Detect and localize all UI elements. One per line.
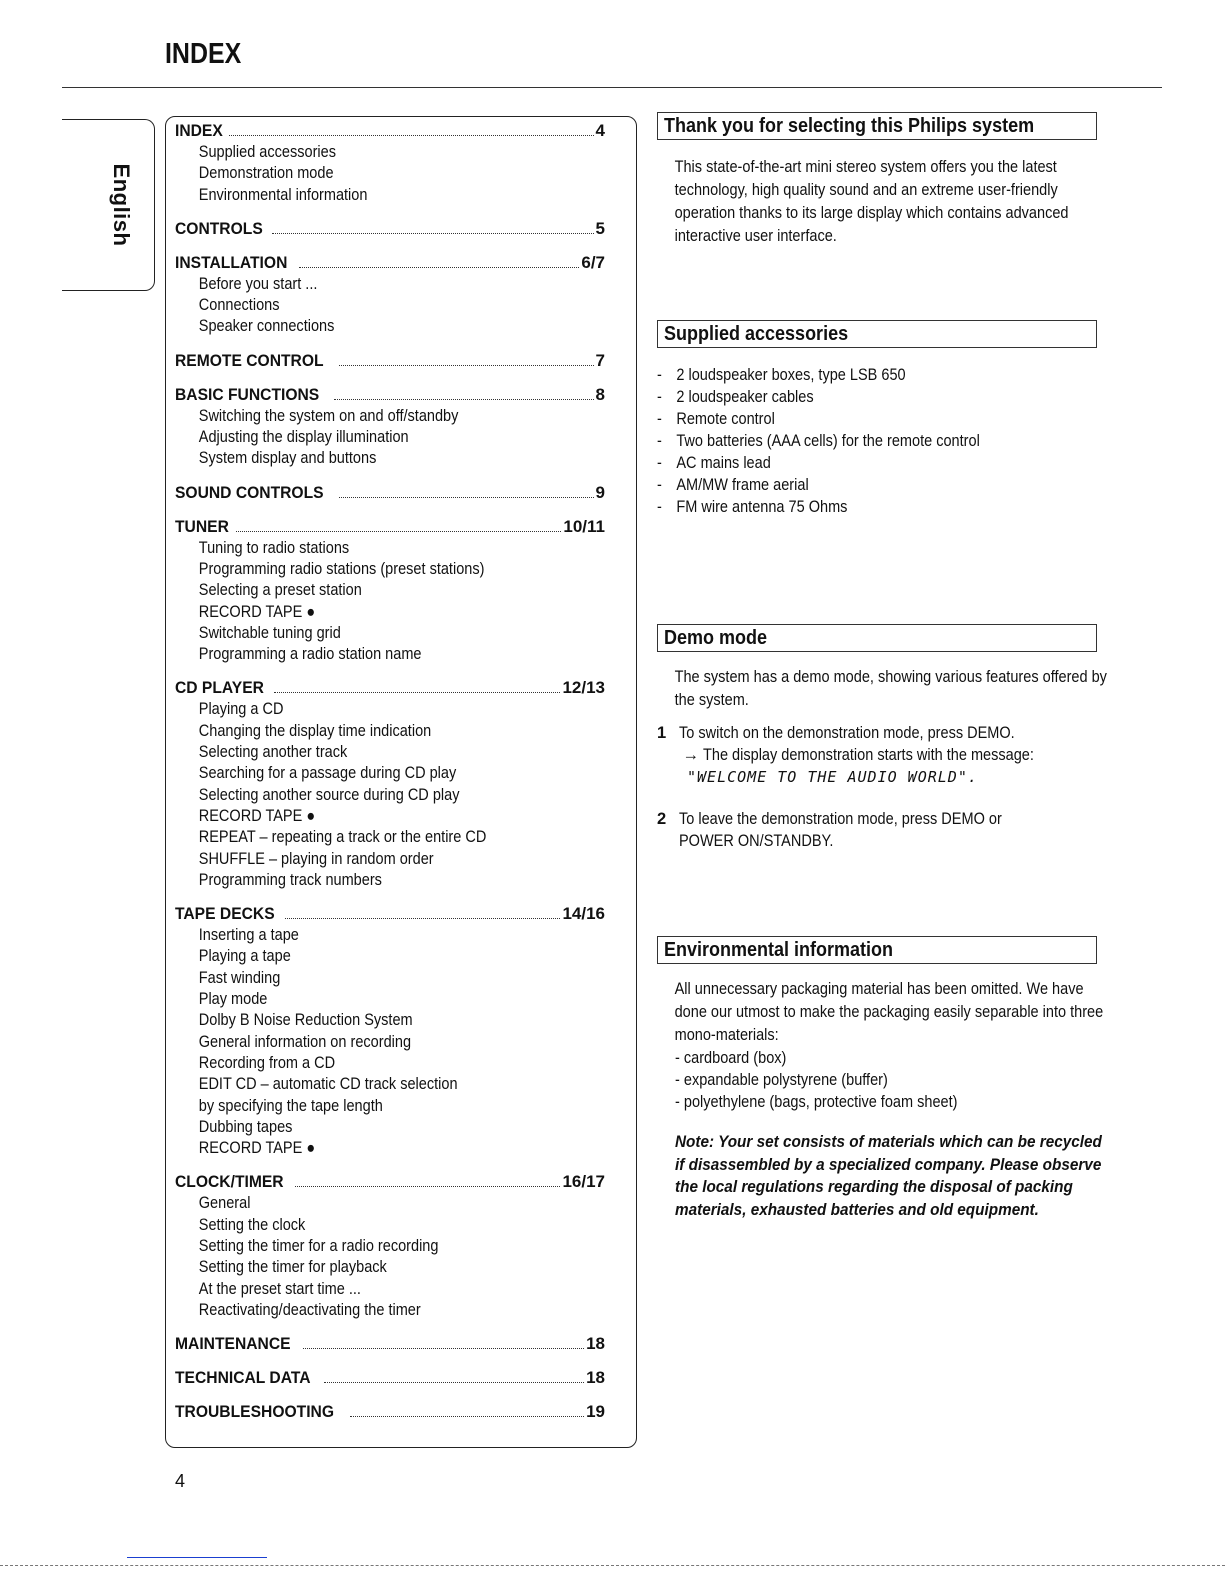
toc-entry-page: 9 [595,482,605,502]
toc-entry[interactable] [175,1401,605,1423]
accessory-item: - 2 loudspeaker cables [657,386,1044,408]
toc-entry-page: 18 [586,1368,605,1388]
toc-subentry: Tuning to radio stations [198,538,350,557]
page-title: INDEX [165,38,242,70]
toc-entry-title: REMOTE CONTROL [175,350,324,370]
table-of-contents [175,120,605,1435]
toc-subentry: Setting the timer for playback [198,1258,387,1277]
toc-subentry: Switching the system on and off/standby [198,406,459,425]
dot-leader [229,135,594,136]
footer-divider [0,1565,1225,1566]
toc-subentry: Reactivating/deactivating the timer [198,1300,421,1319]
language-tab-label: English [109,163,134,247]
toc-section [175,218,605,240]
title-divider [62,87,1162,88]
toc-subentry: General [198,1194,251,1213]
toc-section [175,120,605,206]
recycling-note: Note: Your set consists of materials which can be recycled if disassembled by a specialized company. Please observe the local regulations regarding the disposal of packing materials, exhausted batteries and old equipment. [675,1132,1102,1219]
accessory-item: - Remote control [657,408,1044,430]
dot-leader [295,1186,560,1187]
footer-link-underline[interactable] [127,1557,267,1558]
toc-entry-page: 7 [595,350,605,370]
toc-section [175,1401,605,1423]
toc-subentry: Switchable tuning grid [198,623,341,642]
toc-subentry: Adjusting the display illumination [198,428,409,447]
toc-entry-page: 14/16 [562,904,605,924]
toc-subentry: Playing a tape [198,947,291,966]
toc-subentry: Speaker connections [198,317,335,336]
dot-leader [303,1348,584,1349]
dot-leader [299,267,579,268]
intro-body: This state-of-the-art mini stereo system offers you the latest technology, high quality sound and an extreme user-friendly operation thanks to its large display which contains advanced interactive user interface. [674,158,1069,245]
toc-subentry: RECORD TAPE ● [198,806,316,825]
toc-entry-page: 19 [586,1402,605,1422]
toc-subentry: Searching for a passage during CD play [198,764,457,783]
toc-entry-page: 8 [595,384,605,404]
toc-entry-page: 6/7 [581,252,605,272]
dot-leader [324,1382,584,1383]
accessory-item: - 2 loudspeaker boxes, type LSB 650 [657,364,1044,386]
toc-entry-title: CD PLAYER [175,678,264,698]
toc-entry-page: 16/17 [562,1172,605,1192]
dot-leader [274,692,561,693]
toc-entry-page: 12/13 [562,678,605,698]
accessories-section [657,320,1097,518]
toc-section [175,1171,605,1321]
dot-leader [334,399,594,400]
toc-subentry: by specifying the tape length [198,1096,383,1115]
toc-subentry: Selecting another source during CD play [198,785,460,804]
toc-subentry: Programming radio stations (preset stations) [198,559,485,578]
toc-subentry: Selecting another track [198,743,348,762]
toc-section [175,482,605,504]
toc-subentry: Dubbing tapes [198,1117,293,1136]
toc-subentry: Fast winding [198,968,281,987]
toc-subentry: At the preset start time ... [198,1279,361,1298]
dot-leader [236,531,562,532]
result-text: The display demonstration starts with the message: [703,746,1034,764]
toc-subentry: Recording from a CD [198,1053,336,1072]
toc-subentry: RECORD TAPE ● [198,602,316,621]
toc-subentry: Demonstration mode [198,164,334,183]
toc-entry-title: BASIC FUNCTIONS [175,384,320,404]
toc-subentry: Programming a radio station name [198,645,422,664]
toc-subentry: Selecting a preset station [198,581,362,600]
right-column [657,112,1107,1221]
toc-subentry: Inserting a tape [198,926,299,945]
step-text: To switch on the demonstration mode, press DEMO. [679,724,1015,742]
demo-body: The system has a demo mode, showing various features offered by the system. [674,668,1107,709]
toc-subentry: Environmental information [198,185,368,204]
toc-entry-title: TAPE DECKS [175,904,275,924]
toc-entry[interactable] [175,1333,605,1355]
step-number: 1 [657,724,667,742]
toc-subentry: Playing a CD [198,700,284,719]
materials-list [657,1047,1097,1113]
toc-subentry: Before you start ... [198,274,318,293]
lcd-display-message: "WELCOME TO THE AUDIO WORLD". [687,768,978,786]
toc-entry-page: 18 [586,1334,605,1354]
toc-entry-title: INDEX [175,121,223,140]
environment-heading: Environmental information [657,936,1097,964]
toc-entry-title: TUNER [175,516,229,536]
toc-entry[interactable] [175,1367,605,1389]
environment-body: All unnecessary packaging material has been omitted. We have done our utmost to make the packaging easily separable into three mono-materials: [674,980,1104,1044]
step-number: 2 [657,810,667,828]
dot-leader [285,918,560,919]
environment-section [657,936,1104,1221]
toc-entry-title: INSTALLATION [175,252,288,272]
accessory-item: - Two batteries (AAA cells) for the remote control [657,430,1044,452]
toc-section [175,516,605,666]
dot-leader [350,1416,584,1417]
demo-step-2 [657,808,1097,852]
demo-heading: Demo mode [657,624,1097,652]
toc-section [175,252,605,338]
demo-step-1 [657,722,1097,744]
toc-entry[interactable] [175,252,605,274]
toc-section [175,677,605,891]
toc-subentry: REPEAT – repeating a track or the entire CD [198,828,487,847]
material-item: - expandable polystyrene (buffer) [675,1071,888,1089]
toc-subentry: Changing the display time indication [198,721,432,740]
accessory-item: - AC mains lead [657,452,1044,474]
toc-entry[interactable] [175,218,605,240]
arrow-right-icon: → [682,746,699,764]
toc-entry-title: MAINTENANCE [175,1334,291,1354]
toc-subentry: Play mode [198,990,268,1009]
material-item: - cardboard (box) [675,1049,787,1067]
toc-subentry: Programming track numbers [198,870,382,889]
toc-entry[interactable] [175,677,605,699]
toc-entry[interactable] [175,1171,605,1193]
toc-subentry: EDIT CD – automatic CD track selection [198,1075,458,1094]
page-number: 4 [175,1471,186,1491]
toc-subentry: SHUFFLE – playing in random order [198,849,434,868]
toc-entry-page: 10/11 [563,516,605,536]
toc-entry-title: SOUND CONTROLS [175,482,324,502]
accessories-list [657,364,1097,518]
toc-section [175,1333,605,1355]
step-text: To leave the demonstration mode, press DEMO or POWER ON/STANDBY. [679,810,1002,850]
material-item: - polyethylene (bags, protective foam sheet) [675,1093,958,1111]
toc-subentry: Supplied accessories [198,143,336,161]
toc-entry-title: TECHNICAL DATA [175,1368,311,1388]
toc-section [175,350,605,372]
toc-entry-page: 5 [595,218,605,238]
toc-subentry: System display and buttons [198,449,377,468]
toc-entry[interactable] [175,482,605,504]
demo-result [657,744,1097,766]
toc-entry-title: CONTROLS [175,218,263,238]
toc-entry-title: CLOCK/TIMER [175,1172,284,1192]
toc-subentry: General information on recording [198,1032,412,1051]
intro-heading: Thank you for selecting this Philips system [657,112,1097,140]
toc-subentry: Setting the clock [198,1215,306,1234]
demo-section [657,624,1107,852]
toc-section [175,1367,605,1389]
toc-section [175,384,605,470]
accessories-heading: Supplied accessories [657,320,1097,348]
toc-subentry: Dolby B Noise Reduction System [198,1011,413,1030]
toc-subentry: Setting the timer for a radio recording [198,1236,439,1255]
toc-entry-title: TROUBLESHOOTING [175,1402,335,1422]
toc-entry[interactable] [175,516,605,538]
dot-leader [339,365,594,366]
toc-section [175,903,605,1159]
toc-entry-page: 4 [595,121,605,140]
accessory-item: - FM wire antenna 75 Ohms [657,496,1044,518]
toc-entry[interactable] [175,384,605,406]
toc-entry[interactable] [175,350,605,372]
dot-leader [339,497,594,498]
toc-entry[interactable] [175,903,605,925]
accessory-item: - AM/MW frame aerial [657,474,1044,496]
toc-subentry: RECORD TAPE ● [198,1139,316,1158]
intro-section [657,112,1097,248]
dot-leader [272,233,593,234]
toc-entry[interactable] [175,120,605,142]
toc-subentry: Connections [198,296,280,315]
